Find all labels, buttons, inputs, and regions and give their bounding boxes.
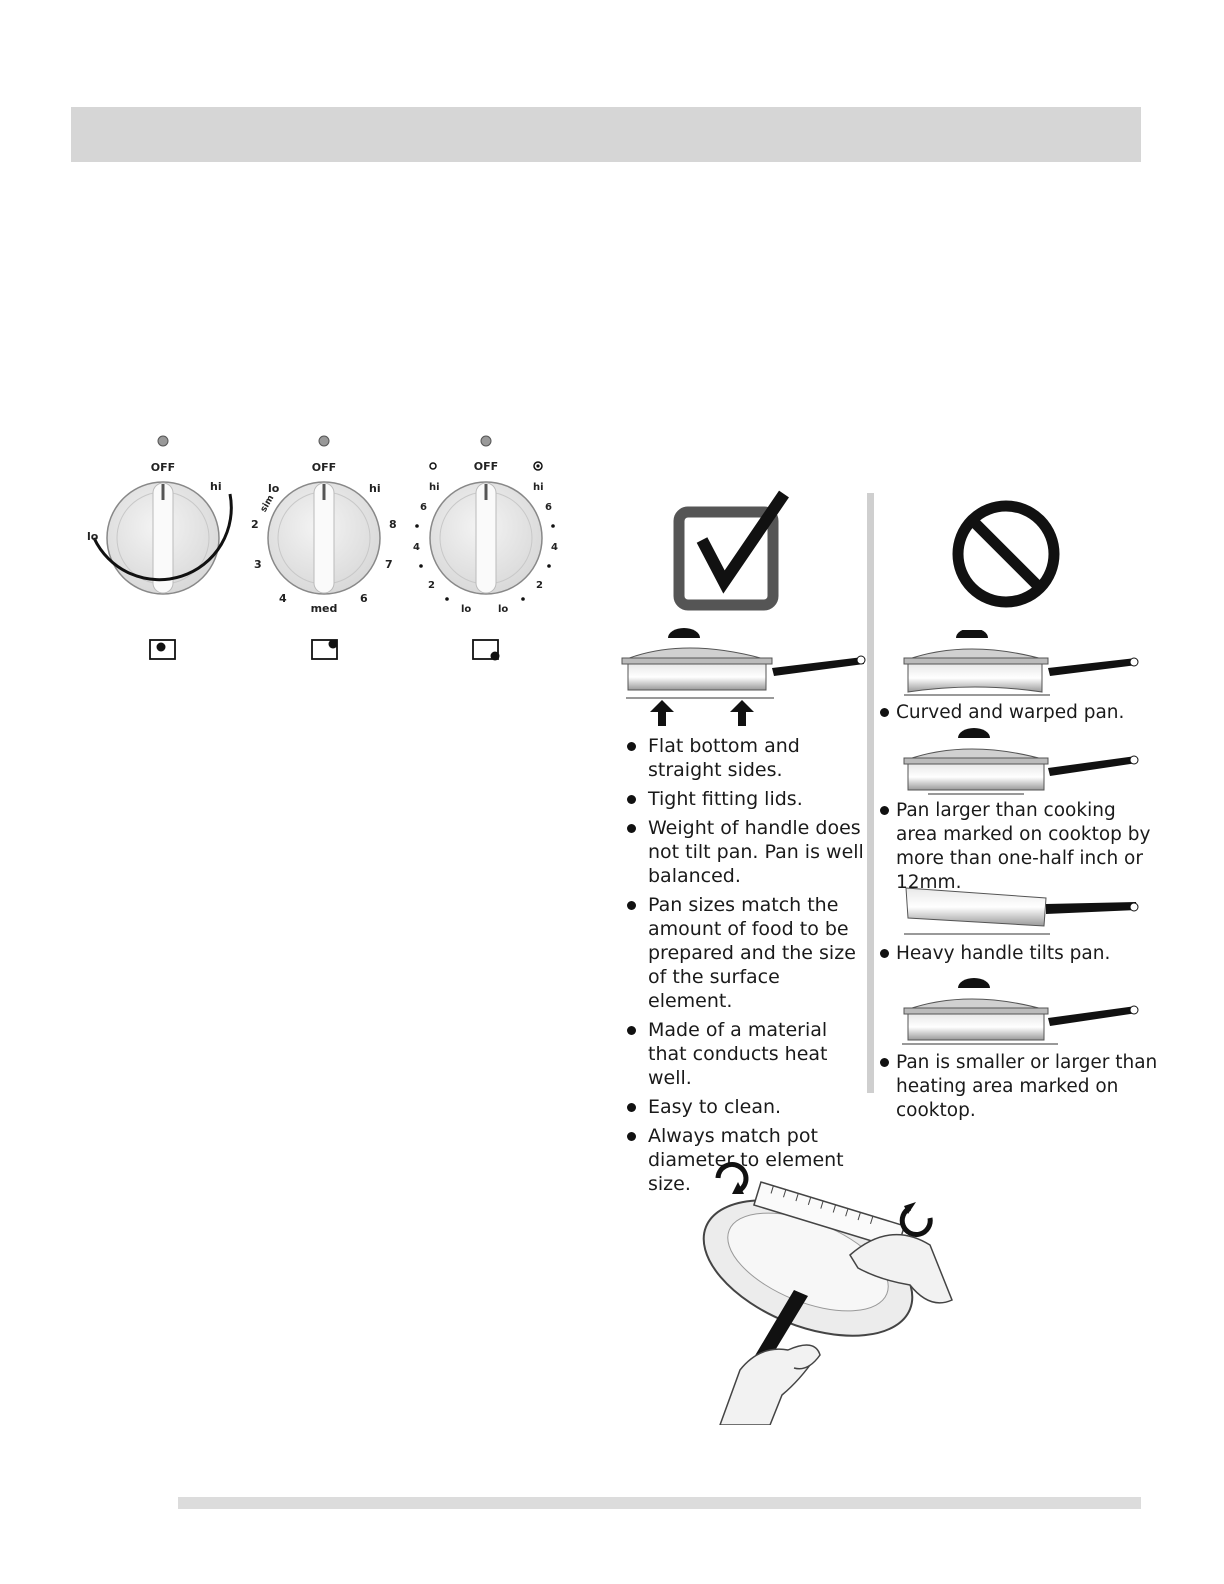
knob-label-sim: sim <box>258 493 277 515</box>
list-item: Pan larger than cooking area marked on cooktop by more than one-half inch or 12mm. <box>876 799 1161 895</box>
list-item: Pan sizes match the amount of food to be prepared and the size of the surface element. <box>620 893 870 1013</box>
knob-label-6-left: 6 <box>420 502 427 513</box>
list-item: Made of a material that conducts heat well. <box>620 1018 870 1090</box>
list-item: Pan is smaller or larger than heating area marked on cooktop. <box>876 1051 1161 1123</box>
knob-off-label: OFF <box>473 460 499 473</box>
top-left-element-icon <box>150 640 175 659</box>
knob-label-4: 4 <box>279 592 287 605</box>
list-item: Curved and warped pan. <box>876 701 1161 725</box>
knob-label-2-left: 2 <box>428 580 435 591</box>
knob-label-3: 3 <box>254 558 262 571</box>
control-knobs <box>80 428 580 668</box>
indicator-light <box>319 436 329 446</box>
knob-3[interactable] <box>413 436 558 615</box>
mismatched-pan-illustration <box>898 978 1143 1048</box>
knob-label-lo: lo <box>268 482 280 495</box>
knob-off-label: OFF <box>311 461 337 474</box>
bottom-right-element-icon <box>473 640 500 661</box>
knob-label-2: 2 <box>251 518 259 531</box>
good-cookware-list <box>620 734 870 1201</box>
knob-label-4-right: 4 <box>551 542 558 553</box>
knob-label-6: 6 <box>360 592 368 605</box>
knob-label-lo-right: lo <box>498 604 509 615</box>
list-item: Heavy handle tilts pan. <box>876 942 1161 966</box>
list-item: Always match pot diameter to element size. <box>620 1124 870 1196</box>
knob-off-label: OFF <box>150 461 176 474</box>
knob-label-6-right: 6 <box>545 502 552 513</box>
knob-label-2-right: 2 <box>536 580 543 591</box>
prohibited-icon <box>949 497 1063 611</box>
knob-label-lo-left: lo <box>461 604 472 615</box>
list-item: Weight of handle does not tilt pan. Pan is well balanced. <box>620 816 870 888</box>
header-band <box>71 107 1141 162</box>
footer-band <box>178 1497 1141 1509</box>
knob-label-8: 8 <box>389 518 397 531</box>
knob-label-lo: lo <box>87 530 99 543</box>
warped-pan-illustration <box>898 630 1143 700</box>
list-item: Tight fitting lids. <box>620 787 870 811</box>
good-pan-illustration <box>618 628 878 700</box>
knob-label-hi: hi <box>210 480 222 493</box>
knob-label-7: 7 <box>385 558 393 571</box>
list-item: Easy to clean. <box>620 1095 870 1119</box>
oversized-pan-illustration <box>898 728 1143 798</box>
top-right-element-icon <box>312 640 338 660</box>
flat-bottom-arrows <box>620 696 770 728</box>
single-element-icon <box>430 463 436 469</box>
list-item: Flat bottom and straight sides. <box>620 734 870 782</box>
knob-1[interactable] <box>87 436 231 594</box>
knob-2[interactable] <box>251 436 397 615</box>
knob-label-4-left: 4 <box>413 542 420 553</box>
knob-label-med: med <box>310 602 338 615</box>
knob-label-hi-left: hi <box>429 482 440 493</box>
indicator-light <box>158 436 168 446</box>
knob-label-hi: hi <box>369 482 381 495</box>
knob-label-hi-right: hi <box>533 482 544 493</box>
ruler-flatness-check-illustration <box>690 1150 960 1425</box>
indicator-light <box>481 436 491 446</box>
checkmark-icon <box>672 490 794 612</box>
